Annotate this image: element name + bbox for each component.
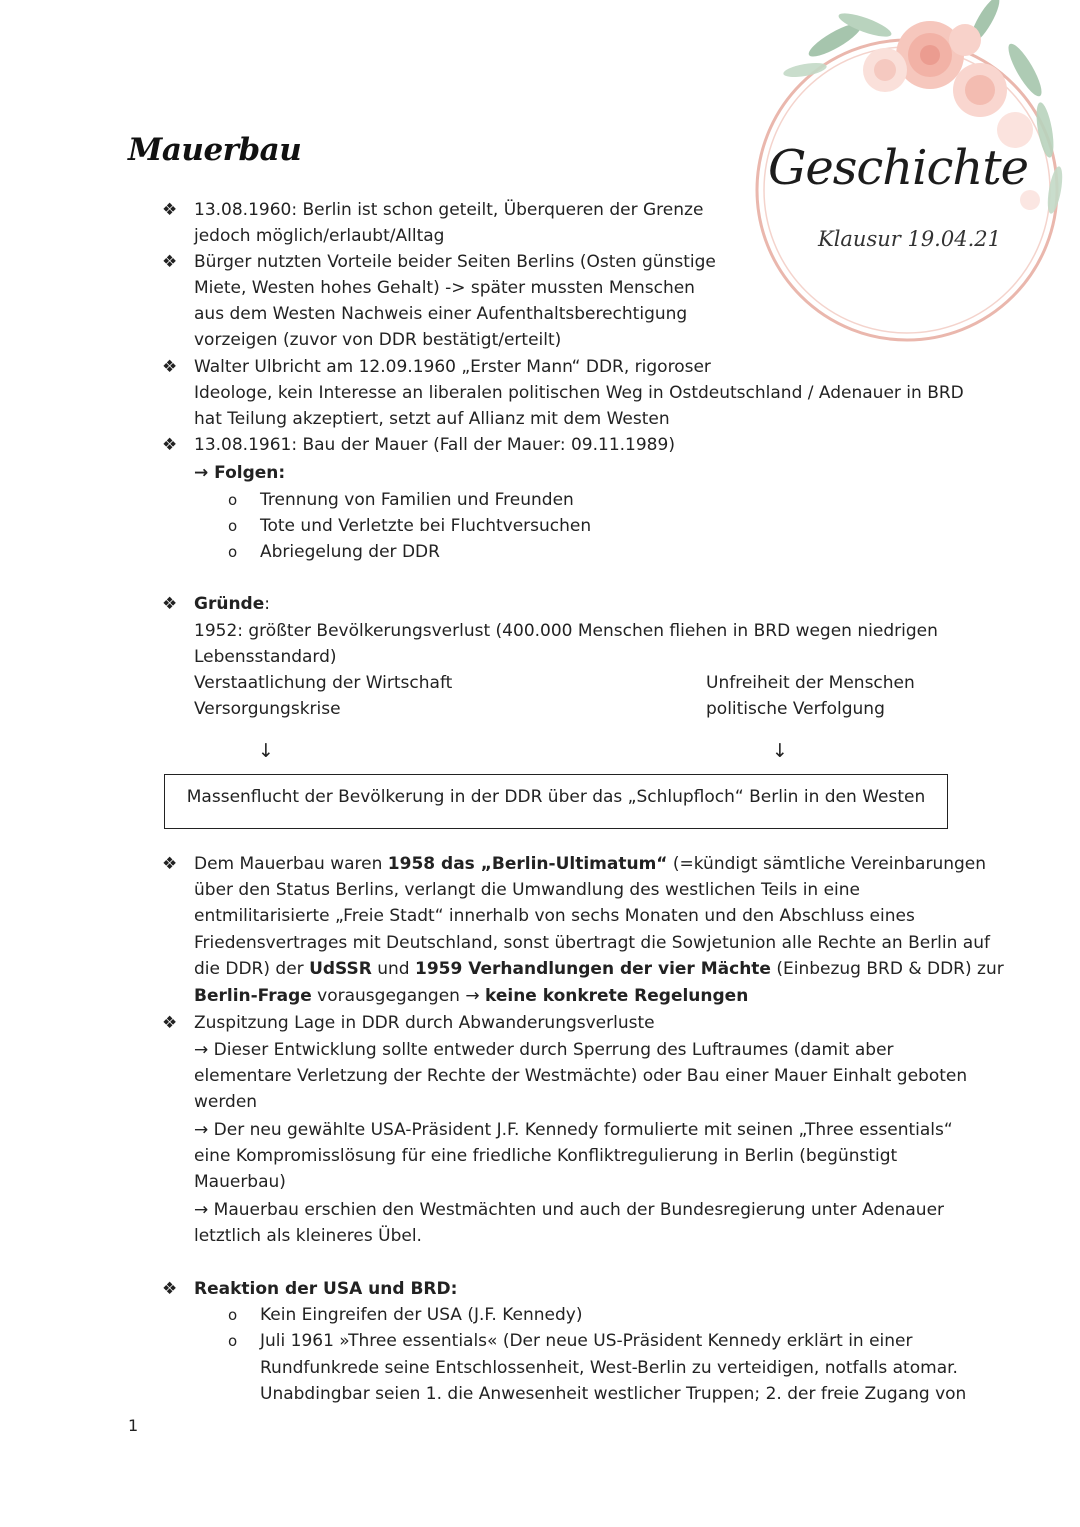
bullet-icon: ❖ (162, 252, 178, 272)
bold-span: Berlin-Frage (194, 986, 312, 1006)
text-line (194, 956, 1004, 982)
bold-span: 1959 Verhandlungen der vier Mächte (415, 959, 771, 979)
bullet-icon: ❖ (162, 435, 178, 455)
sub-bullet-icon: o (228, 491, 238, 509)
bold-span: 1958 das „Berlin-Ultimatum“ (387, 854, 668, 874)
bullet-icon: ❖ (162, 357, 178, 377)
bullet-icon: ❖ (162, 854, 178, 874)
text-line: 1952: größter Bevölkerungsverlust (400.000 Menschen fliehen in BRD wegen niedrigen (194, 621, 938, 641)
text-line (194, 851, 986, 877)
text-line: über den Status Berlins, verlangt die Umwandlung des westlichen Teils in eine (194, 880, 861, 900)
arrow-down-icon: ↓ (772, 740, 788, 762)
text-line: → Der neu gewählte USA-Präsident J.F. Kennedy formulierte mit seinen „Three essentials“ (194, 1120, 953, 1140)
gruende-label: Gründe (194, 594, 265, 614)
page-number: 1 (128, 1416, 139, 1435)
result-box-text: Massenflucht der Bevölkerung in der DDR über das „Schlupfloch“ Berlin in den Westen (186, 787, 926, 807)
page-title: Mauerbau (128, 132, 302, 168)
bold-span: UdSSR (309, 959, 372, 979)
text-line: aus dem Westen Nachweis einer Aufenthaltsberechtigung (194, 304, 688, 324)
list-item-continued: Unabdingbar seien 1. die Anwesenheit westlicher Truppen; 2. der freie Zugang von (260, 1384, 967, 1404)
text-span: (Einbezug BRD & DDR) zur (770, 959, 1004, 979)
list-item: Trennung von Familien und Freunden (260, 490, 574, 510)
text-line: Miete, Westen hohes Gehalt) -> später mussten Menschen (194, 278, 695, 298)
text-span: und (371, 959, 416, 979)
text-line: Walter Ulbricht am 12.09.1960 „Erster Mann“ DDR, rigoroser (194, 357, 711, 377)
gruende-heading (194, 591, 270, 617)
text-span: die DDR) der (194, 959, 310, 979)
sub-bullet-icon: o (228, 1306, 238, 1324)
text-line: entmilitarisierte „Freie Stadt“ innerhalb von sechs Monaten und den Abschluss eines (194, 906, 915, 926)
text-line: Bürger nutzten Vorteile beider Seiten Berlins (Osten günstige (194, 252, 716, 272)
gruende-colon: : (264, 594, 270, 614)
list-item: Abriegelung der DDR (260, 542, 440, 562)
text-line: Friedensvertrages mit Deutschland, sonst übertragt die Sowjetunion alle Rechte an Berlin auf (194, 933, 990, 953)
reason-right: Unfreiheit der Menschen (706, 673, 915, 693)
sub-bullet-icon: o (228, 1332, 238, 1350)
list-item: Juli 1961 »Three essentials« (Der neue US-Präsident Kennedy erklärt in einer (260, 1331, 913, 1351)
text-line: jedoch möglich/erlaubt/Alltag (194, 226, 445, 246)
text-span: vorausgegangen → (311, 986, 485, 1006)
folgen-heading: → Folgen: (194, 463, 286, 483)
reason-left: Verstaatlichung der Wirtschaft (194, 673, 453, 693)
list-item: Tote und Verletzte bei Fluchtversuchen (260, 516, 592, 536)
list-item: Kein Eingreifen der USA (J.F. Kennedy) (260, 1305, 583, 1325)
bold-span: keine konkrete Regelungen (484, 986, 749, 1006)
reason-left: Versorgungskrise (194, 699, 341, 719)
text-line: Ideologe, kein Interesse an liberalen politischen Weg in Ostdeutschland / Adenauer in BRD (194, 383, 964, 403)
text-line: → Dieser Entwicklung sollte entweder durch Sperrung des Luftraumes (damit aber (194, 1040, 894, 1060)
text-line: letztlich als kleineres Übel. (194, 1226, 422, 1246)
text-line: Mauerbau) (194, 1172, 286, 1192)
text-line: eine Kompromisslösung für eine friedliche Konfliktregulierung in Berlin (begünstigt (194, 1146, 898, 1166)
text-line: Lebensstandard) (194, 647, 337, 667)
exam-date: Klausur 19.04.21 (818, 227, 1001, 251)
text-line: 13.08.1961: Bau der Mauer (Fall der Mauer: 09.11.1989) (194, 435, 675, 455)
sub-bullet-icon: o (228, 517, 238, 535)
list-item-continued: Rundfunkrede seine Entschlossenheit, West-Berlin zu verteidigen, notfalls atomar. (260, 1358, 958, 1378)
text-span: Dem Mauerbau waren (194, 854, 388, 874)
bullet-icon: ❖ (162, 1013, 178, 1033)
reaktion-heading: Reaktion der USA und BRD: (194, 1279, 458, 1299)
text-line: Zuspitzung Lage in DDR durch Abwanderungsverluste (194, 1013, 655, 1033)
text-line: vorzeigen (zuvor von DDR bestätigt/erteilt) (194, 330, 562, 350)
text-line: hat Teilung akzeptiert, setzt auf Allianz mit dem Westen (194, 409, 670, 429)
bullet-icon: ❖ (162, 1279, 178, 1299)
bullet-icon: ❖ (162, 594, 178, 614)
arrow-down-icon: ↓ (258, 740, 274, 762)
text-span: (=kündigt sämtliche Vereinbarungen (667, 854, 987, 874)
subject-heading: Geschichte (768, 140, 1029, 196)
text-line: werden (194, 1092, 258, 1112)
text-line: elementare Verletzung der Rechte der Westmächte) oder Bau einer Mauer Einhalt geboten (194, 1066, 968, 1086)
text-line: 13.08.1960: Berlin ist schon geteilt, Überqueren der Grenze (194, 200, 704, 220)
bullet-icon: ❖ (162, 200, 178, 220)
reason-right: politische Verfolgung (706, 699, 885, 719)
text-line: → Mauerbau erschien den Westmächten und auch der Bundesregierung unter Adenauer (194, 1200, 945, 1220)
sub-bullet-icon: o (228, 543, 238, 561)
text-line (194, 983, 748, 1009)
